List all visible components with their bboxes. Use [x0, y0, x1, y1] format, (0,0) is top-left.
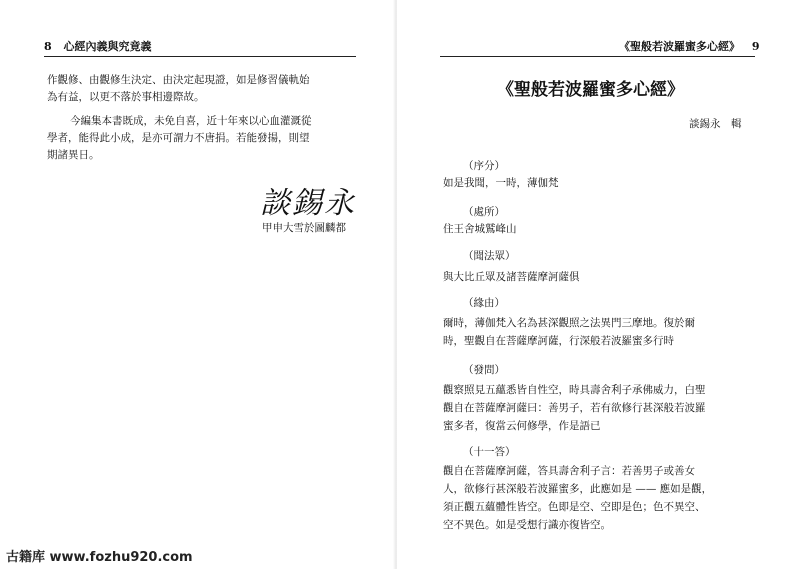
right-page-number: 9	[751, 40, 760, 53]
right-header-rule	[440, 56, 755, 57]
sutra-line: 時，聖觀自在菩薩摩訶薩，行深般若波羅蜜多行時	[443, 335, 674, 347]
sutra-line: 與大比丘眾及諸菩薩摩訶薩俱	[443, 271, 580, 283]
sutra-line: 觀察照見五蘊悉皆自性空，時具壽舍利子承佛威力，白聖	[443, 384, 706, 396]
date-line: 甲申大雪於圖麟都	[262, 222, 346, 234]
paragraph-line: 為有益，以更不落於事相邊際故。	[47, 91, 205, 103]
section-heading: （聞法眾）	[463, 250, 516, 262]
sutra-line: 須正觀五蘊體性皆空。色即是空、空即是色；色不異空、	[443, 501, 706, 513]
left-page-number: 8	[44, 40, 52, 53]
section-heading: （緣由）	[463, 297, 505, 309]
left-header	[44, 38, 152, 54]
sutra-line: 蜜多者，復當云何修學，作是語已	[443, 420, 601, 432]
paragraph-line: 作觀修、由觀修生決定、由決定起現證，如是修習儀軌始	[47, 74, 310, 86]
sutra-line: 爾時，薄伽梵入名為甚深觀照之法異門三摩地。復於爾	[443, 317, 695, 329]
left-page	[0, 0, 396, 569]
section-heading: （序分）	[463, 160, 505, 172]
section-heading: （處所）	[463, 206, 505, 218]
paragraph-line: 期諸異日。	[47, 149, 100, 161]
section-heading: （十一答）	[463, 446, 516, 458]
sutra-line: 如是我聞，一時，薄伽梵	[443, 177, 559, 189]
sutra-line: 觀自在菩薩摩訶薩，答具壽舍利子言：若善男子或善女	[443, 465, 695, 477]
right-header	[619, 38, 760, 54]
sutra-line: 空不異色。如是受想行識亦復皆空。	[443, 519, 611, 531]
sutra-title: 《聖般若波羅蜜多心經》	[497, 80, 684, 100]
left-header-title: 心經內義與究竟義	[63, 40, 152, 53]
sutra-line: 住王舍城鷲峰山	[443, 223, 517, 235]
author-line: 談錫永 輯	[689, 118, 742, 130]
paragraph-line: 學者，能得此小成，是亦可謂力不唐捐。若能發揚，則望	[47, 132, 310, 144]
left-header-rule	[44, 56, 356, 57]
right-header-title: 《聖般若波羅蜜多心經》	[619, 40, 740, 53]
paragraph-line: 今編集本書既成，未免自喜，近十年來以心血灌溉從	[70, 115, 312, 127]
sutra-line: 人，欲修行甚深般若波羅蜜多，此應如是 —— 應如是觀，	[443, 483, 713, 495]
section-heading: （發問）	[463, 364, 505, 376]
handwritten-signature: 談錫永	[260, 186, 356, 221]
right-page	[397, 0, 793, 569]
sutra-line: 觀自在菩薩摩訶薩曰：善男子，若有欲修行甚深般若波羅	[443, 402, 706, 414]
watermark: 古籍库 www.fozhu920.com	[6, 550, 193, 565]
